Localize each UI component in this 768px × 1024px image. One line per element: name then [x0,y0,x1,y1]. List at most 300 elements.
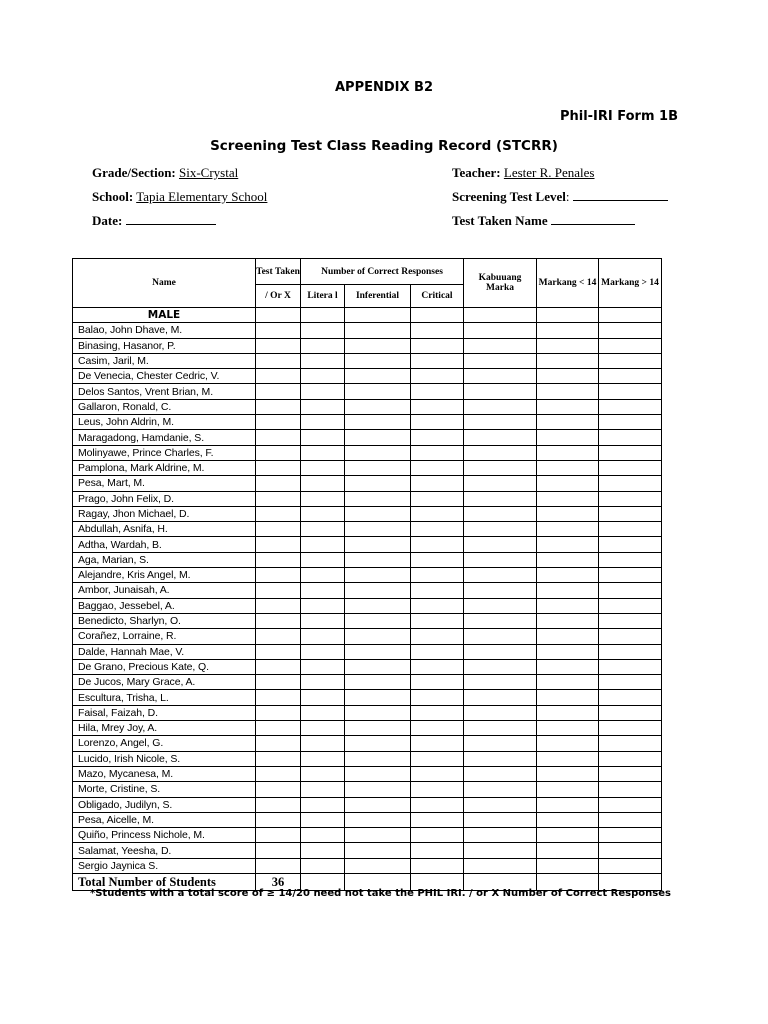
table-row [73,415,662,430]
empty-cell[interactable] [345,705,411,720]
empty-cell[interactable] [599,812,662,827]
empty-cell[interactable] [599,399,662,414]
empty-cell[interactable] [301,751,345,766]
empty-cell[interactable] [345,797,411,812]
empty-cell[interactable] [599,568,662,583]
empty-cell[interactable] [411,338,464,353]
empty-cell[interactable] [537,705,599,720]
empty-cell[interactable] [345,537,411,552]
empty-cell[interactable] [301,629,345,644]
empty-cell[interactable] [537,659,599,674]
empty-cell[interactable] [537,690,599,705]
empty-cell[interactable] [256,308,301,323]
empty-cell[interactable] [345,613,411,628]
empty-cell[interactable] [411,583,464,598]
empty-cell[interactable] [464,460,537,475]
empty-cell[interactable] [256,323,301,338]
table-row [73,476,662,491]
empty-cell[interactable] [464,782,537,797]
empty-cell[interactable] [411,858,464,873]
empty-cell[interactable] [464,506,537,521]
empty-cell[interactable] [537,415,599,430]
empty-cell[interactable] [537,476,599,491]
empty-cell[interactable] [464,828,537,843]
empty-cell[interactable] [301,568,345,583]
total-value: 36 [256,873,301,890]
empty-cell[interactable] [256,598,301,613]
empty-cell[interactable] [464,843,537,858]
empty-cell[interactable] [345,629,411,644]
page-title: Screening Test Class Reading Record (STCRR) [210,138,558,154]
table-row [73,613,662,628]
empty-cell[interactable] [599,598,662,613]
empty-cell[interactable] [537,353,599,368]
empty-cell[interactable] [537,721,599,736]
empty-cell[interactable] [411,613,464,628]
empty-cell[interactable] [411,353,464,368]
student-name: Escultura, Trisha, L. [73,690,256,705]
empty-cell[interactable] [345,644,411,659]
empty-cell[interactable] [256,751,301,766]
empty-cell[interactable] [301,583,345,598]
empty-cell[interactable] [301,797,345,812]
empty-cell[interactable] [599,782,662,797]
empty-cell[interactable] [599,629,662,644]
empty-cell[interactable] [256,721,301,736]
table-row [73,338,662,353]
empty-cell[interactable] [599,675,662,690]
empty-cell[interactable] [345,384,411,399]
empty-cell[interactable] [599,476,662,491]
empty-cell[interactable] [464,797,537,812]
empty-cell[interactable] [599,537,662,552]
empty-cell[interactable] [345,690,411,705]
empty-cell[interactable] [537,506,599,521]
empty-cell[interactable] [301,369,345,384]
empty-cell[interactable] [537,644,599,659]
empty-cell[interactable] [256,644,301,659]
empty-cell[interactable] [599,858,662,873]
empty-cell[interactable] [256,445,301,460]
empty-cell[interactable] [599,659,662,674]
student-name: Delos Santos, Vrent Brian, M. [73,384,256,399]
empty-cell[interactable] [537,812,599,827]
empty-cell[interactable] [301,491,345,506]
empty-cell[interactable] [464,353,537,368]
empty-cell[interactable] [411,721,464,736]
empty-cell[interactable] [464,736,537,751]
empty-cell[interactable] [301,675,345,690]
empty-cell[interactable] [599,522,662,537]
empty-cell[interactable] [301,399,345,414]
empty-cell[interactable] [301,522,345,537]
empty-cell[interactable] [464,766,537,781]
empty-cell[interactable] [464,537,537,552]
empty-cell[interactable] [599,506,662,521]
table-row [73,430,662,445]
empty-cell[interactable] [411,828,464,843]
empty-cell[interactable] [345,353,411,368]
empty-cell[interactable] [345,506,411,521]
empty-cell[interactable] [256,353,301,368]
empty-cell[interactable] [464,491,537,506]
empty-cell[interactable] [345,858,411,873]
empty-cell[interactable] [301,659,345,674]
empty-cell[interactable] [256,399,301,414]
empty-cell[interactable] [256,797,301,812]
empty-cell[interactable] [411,797,464,812]
empty-cell[interactable] [599,369,662,384]
empty-cell[interactable] [464,690,537,705]
empty-cell[interactable] [301,782,345,797]
empty-cell[interactable] [537,537,599,552]
empty-cell[interactable] [464,415,537,430]
screening-level-blank[interactable] [573,189,668,201]
empty-cell[interactable] [464,384,537,399]
empty-cell[interactable] [537,369,599,384]
student-name: Ragay, Jhon Michael, D. [73,506,256,521]
empty-cell[interactable] [301,644,345,659]
empty-cell[interactable] [345,812,411,827]
empty-cell[interactable] [345,445,411,460]
empty-cell[interactable] [256,782,301,797]
empty-cell[interactable] [537,338,599,353]
empty-cell[interactable] [345,828,411,843]
empty-cell[interactable] [256,369,301,384]
student-name: Lucido, Irish Nicole, S. [73,751,256,766]
empty-cell[interactable] [464,629,537,644]
empty-cell[interactable] [464,721,537,736]
empty-cell[interactable] [411,506,464,521]
empty-cell[interactable] [464,705,537,720]
empty-cell[interactable] [464,323,537,338]
empty-cell[interactable] [464,644,537,659]
empty-cell[interactable] [537,399,599,414]
table-row [73,782,662,797]
empty-cell[interactable] [256,613,301,628]
empty-cell[interactable] [256,583,301,598]
empty-cell[interactable] [599,751,662,766]
table-row [73,705,662,720]
empty-cell[interactable] [411,323,464,338]
student-name: Hila, Mrey Joy, A. [73,721,256,736]
empty-cell[interactable] [599,736,662,751]
empty-cell[interactable] [537,323,599,338]
test-taken-name-blank[interactable] [551,213,635,225]
empty-cell[interactable] [464,308,537,323]
empty-cell[interactable] [256,430,301,445]
empty-cell[interactable] [301,323,345,338]
empty-cell[interactable] [411,522,464,537]
empty-cell[interactable] [301,506,345,521]
empty-cell[interactable] [301,828,345,843]
empty-cell[interactable] [599,690,662,705]
grade-section-field [92,165,238,181]
empty-cell[interactable] [411,782,464,797]
empty-cell[interactable] [301,690,345,705]
empty-cell[interactable] [345,659,411,674]
empty-cell[interactable] [301,843,345,858]
empty-cell[interactable] [599,613,662,628]
empty-cell[interactable] [411,308,464,323]
empty-cell[interactable] [599,491,662,506]
empty-cell[interactable] [411,399,464,414]
empty-cell[interactable] [464,445,537,460]
empty-cell[interactable] [256,828,301,843]
header-kabuuang-marka: Kabuuang Marka [464,259,537,308]
student-name: Leus, John Aldrin, M. [73,415,256,430]
empty-cell[interactable] [345,308,411,323]
empty-cell[interactable] [599,843,662,858]
empty-cell[interactable] [411,415,464,430]
empty-cell[interactable] [256,690,301,705]
teacher-value: Lester R. Penales [503,165,595,180]
empty-cell[interactable] [301,308,345,323]
table-row [73,598,662,613]
empty-cell[interactable] [411,445,464,460]
empty-cell[interactable] [537,828,599,843]
empty-cell[interactable] [301,460,345,475]
empty-cell[interactable] [464,675,537,690]
empty-cell[interactable] [256,415,301,430]
empty-cell[interactable] [537,460,599,475]
empty-cell[interactable] [537,858,599,873]
table-row [73,721,662,736]
empty-cell[interactable] [537,491,599,506]
empty-cell[interactable] [411,369,464,384]
empty-cell[interactable] [345,598,411,613]
header-literal: Litera l [301,285,345,308]
empty-cell[interactable] [256,568,301,583]
empty-cell[interactable] [537,430,599,445]
empty-cell[interactable] [411,568,464,583]
empty-cell[interactable] [256,476,301,491]
empty-cell[interactable] [599,766,662,781]
header-test-taken: Test Taken [256,259,301,285]
empty-cell[interactable] [411,430,464,445]
empty-cell[interactable] [599,308,662,323]
empty-cell[interactable] [345,843,411,858]
empty-cell[interactable] [464,476,537,491]
empty-cell[interactable] [345,751,411,766]
empty-cell[interactable] [537,384,599,399]
empty-cell[interactable] [464,583,537,598]
empty-cell[interactable] [301,598,345,613]
empty-cell[interactable] [599,430,662,445]
empty-cell[interactable] [411,675,464,690]
table-row [73,751,662,766]
empty-cell[interactable] [464,613,537,628]
empty-cell[interactable] [464,522,537,537]
empty-cell[interactable] [345,766,411,781]
date-blank[interactable] [126,213,216,225]
empty-cell[interactable] [537,552,599,567]
empty-cell[interactable] [256,736,301,751]
empty-cell[interactable] [599,323,662,338]
empty-cell[interactable] [256,843,301,858]
empty-cell[interactable] [411,629,464,644]
empty-cell[interactable] [256,537,301,552]
empty-cell[interactable] [411,843,464,858]
empty-cell[interactable] [599,797,662,812]
empty-cell[interactable] [345,476,411,491]
empty-cell[interactable] [599,583,662,598]
empty-cell[interactable] [256,812,301,827]
date-label: Date: [92,213,123,228]
appendix-heading: APPENDIX B2 [334,80,433,95]
empty-cell[interactable] [464,369,537,384]
empty-cell[interactable] [537,675,599,690]
empty-cell[interactable] [464,812,537,827]
empty-cell[interactable] [256,552,301,567]
student-name: Dalde, Hannah Mae, V. [73,644,256,659]
header-inferential: Inferential [345,285,411,308]
empty-cell[interactable] [256,858,301,873]
empty-cell[interactable] [599,644,662,659]
empty-cell[interactable] [345,415,411,430]
empty-cell[interactable] [256,338,301,353]
empty-cell[interactable] [537,843,599,858]
empty-cell[interactable] [256,675,301,690]
student-name: Balao, John Dhave, M. [73,323,256,338]
empty-cell[interactable] [464,430,537,445]
empty-cell[interactable] [464,598,537,613]
empty-cell[interactable] [256,705,301,720]
student-name: De Grano, Precious Kate, Q. [73,659,256,674]
empty-cell[interactable] [256,659,301,674]
empty-cell[interactable] [256,766,301,781]
empty-cell[interactable] [599,705,662,720]
empty-cell[interactable] [345,552,411,567]
empty-cell[interactable] [537,308,599,323]
empty-cell[interactable] [599,353,662,368]
empty-cell[interactable] [301,766,345,781]
empty-cell[interactable] [256,491,301,506]
empty-cell[interactable] [411,766,464,781]
empty-cell[interactable] [411,644,464,659]
empty-cell[interactable] [345,369,411,384]
empty-cell[interactable] [537,751,599,766]
empty-cell[interactable] [345,583,411,598]
empty-cell[interactable] [345,568,411,583]
empty-cell[interactable] [345,323,411,338]
empty-cell[interactable] [345,782,411,797]
empty-cell[interactable] [537,445,599,460]
empty-cell[interactable] [537,522,599,537]
empty-cell[interactable] [256,629,301,644]
empty-cell[interactable] [599,828,662,843]
empty-cell[interactable] [345,522,411,537]
empty-cell[interactable] [464,568,537,583]
school-value: Tapia Elementary School [136,189,268,204]
empty-cell[interactable] [537,613,599,628]
empty-cell[interactable] [411,690,464,705]
empty-cell[interactable] [345,460,411,475]
grade-section-label: Grade/Section: [92,165,176,180]
empty-cell[interactable] [301,338,345,353]
empty-cell[interactable] [411,736,464,751]
empty-cell[interactable] [301,812,345,827]
empty-cell[interactable] [345,430,411,445]
empty-cell[interactable] [411,598,464,613]
empty-cell[interactable] [599,415,662,430]
empty-cell[interactable] [301,721,345,736]
empty-cell[interactable] [411,460,464,475]
empty-cell[interactable] [464,858,537,873]
empty-cell[interactable] [301,476,345,491]
student-name: Casim, Jaril, M. [73,353,256,368]
empty-cell[interactable] [301,537,345,552]
empty-cell[interactable] [537,736,599,751]
empty-cell[interactable] [599,552,662,567]
empty-cell[interactable] [301,353,345,368]
empty-cell[interactable] [464,751,537,766]
empty-cell[interactable] [301,415,345,430]
empty-cell[interactable] [301,736,345,751]
empty-cell[interactable] [411,659,464,674]
empty-cell[interactable] [411,491,464,506]
empty-cell[interactable] [345,675,411,690]
table-row [73,797,662,812]
empty-cell[interactable] [464,552,537,567]
empty-cell[interactable] [464,659,537,674]
empty-cell[interactable] [599,445,662,460]
empty-cell[interactable] [256,384,301,399]
empty-cell[interactable] [345,721,411,736]
empty-cell[interactable] [411,476,464,491]
empty-cell[interactable] [537,568,599,583]
empty-cell[interactable] [256,460,301,475]
empty-cell[interactable] [256,506,301,521]
empty-cell[interactable] [411,705,464,720]
empty-cell[interactable] [256,522,301,537]
empty-cell[interactable] [301,445,345,460]
empty-cell[interactable] [537,766,599,781]
empty-cell[interactable] [599,384,662,399]
empty-cell[interactable] [301,430,345,445]
empty-cell[interactable] [301,552,345,567]
empty-cell[interactable] [411,812,464,827]
empty-cell[interactable] [599,460,662,475]
table-row [73,491,662,506]
empty-cell[interactable] [301,705,345,720]
empty-cell[interactable] [411,384,464,399]
empty-cell[interactable] [537,797,599,812]
empty-cell[interactable] [537,598,599,613]
table-row [73,644,662,659]
empty-cell[interactable] [599,721,662,736]
header-correct-responses: Number of Correct Responses [301,259,464,285]
empty-cell[interactable] [411,751,464,766]
empty-cell[interactable] [411,552,464,567]
student-name: Gallaron, Ronald, C. [73,399,256,414]
empty-cell[interactable] [464,338,537,353]
empty-cell[interactable] [411,537,464,552]
empty-cell[interactable] [345,338,411,353]
empty-cell[interactable] [599,338,662,353]
empty-cell[interactable] [301,858,345,873]
empty-cell[interactable] [464,399,537,414]
empty-cell[interactable] [345,491,411,506]
empty-cell[interactable] [537,782,599,797]
empty-cell[interactable] [345,399,411,414]
empty-cell[interactable] [345,736,411,751]
empty-cell[interactable] [301,384,345,399]
empty-cell[interactable] [301,613,345,628]
student-name: Aga, Marian, S. [73,552,256,567]
empty-cell[interactable] [537,583,599,598]
empty-cell[interactable] [537,629,599,644]
